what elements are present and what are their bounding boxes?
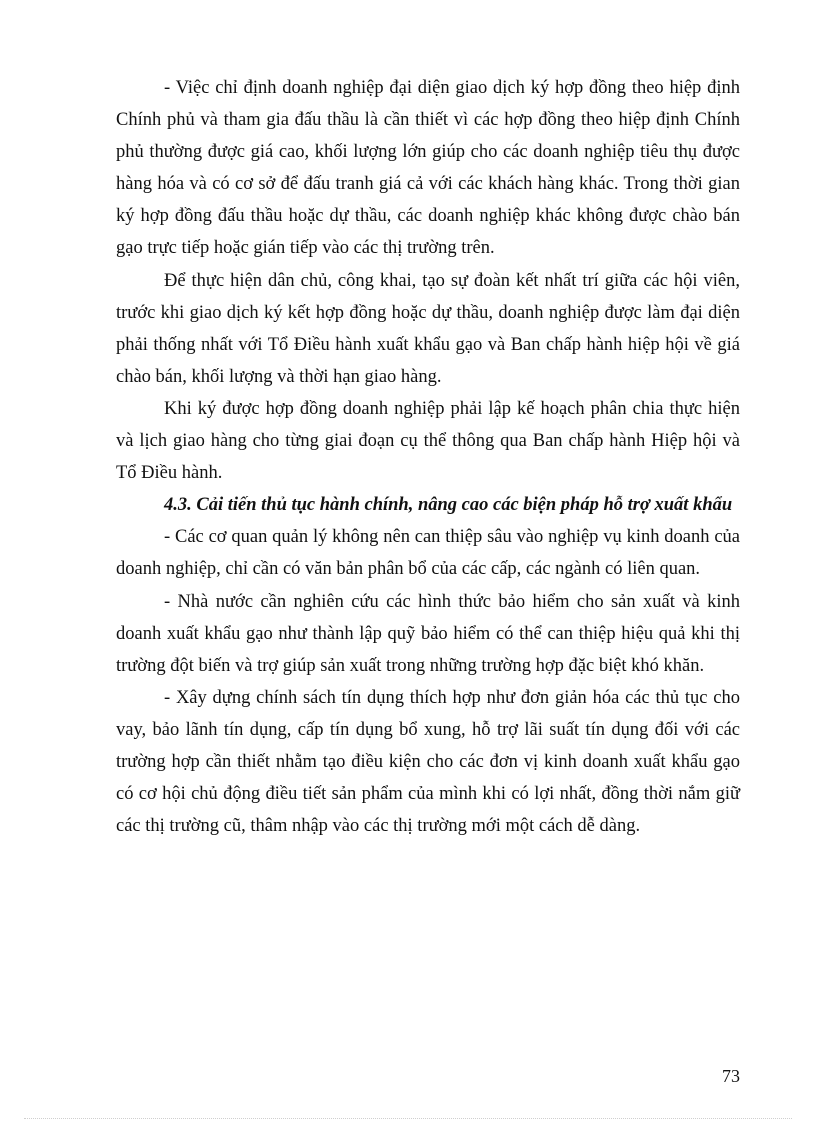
section-heading: 4.3. Cải tiến thủ tục hành chính, nâng cao các biện pháp hỗ trợ xuất khẩu (164, 495, 733, 516)
paragraph-designated-enterprise: - Việc chỉ định doanh nghiệp đại diện giao dịch ký hợp đồng theo hiệp định Chính phủ và tham gia đấu thầu là cần thiết vì các hợp đồng theo hiệp định Chính phủ thường được giá cao, khối lượng lớn giúp cho các doanh nghiệp tiêu thụ được hàng hóa và có cơ sở để đấu tranh giá cả với các khách hàng khác. Trong thời gian ký hợp đồng đấu thầu hoặc dự thầu, các doanh nghiệp khác không được chào bán gạo trực tiếp hoặc gián tiếp vào các thị trường trên. (116, 78, 740, 259)
body-text (116, 72, 740, 842)
paragraph-delivery-plan: Khi ký được hợp đồng doanh nghiệp phải lập kế hoạch phân chia thực hiện và lịch giao hàng cho từng giai đoạn cụ thể thông qua Ban chấp hành Hiệp hội và Tổ Điều hành. (116, 398, 740, 484)
bottom-divider (24, 1118, 792, 1119)
paragraph-credit-policy: - Xây dựng chính sách tín dụng thích hợp như đơn giản hóa các thủ tục cho vay, bảo lãnh tín dụng, cấp tín dụng bổ xung, hỗ trợ lãi suất tín dụng đối với các trường hợp cần thiết nhằm tạo điều kiện cho các đơn vị kinh doanh xuất khẩu gạo có cơ hội chủ động điều tiết sản phẩm của mình khi có lợi nhất, đồng thời nắm giữ các thị trường cũ, thâm nhập vào các thị trường mới một cách dễ dàng. (116, 687, 740, 837)
paragraph-democracy: Để thực hiện dân chủ, công khai, tạo sự đoàn kết nhất trí giữa các hội viên, trước khi giao dịch ký kết hợp đồng hoặc dự thầu, doanh nghiệp được làm đại diện phải thống nhất với Tổ Điều hành xuất khẩu gạo và Ban chấp hành hiệp hội về giá chào bán, khối lượng và thời hạn giao hàng. (116, 270, 740, 387)
paragraph-management-agencies: - Các cơ quan quản lý không nên can thiệp sâu vào nghiệp vụ kinh doanh của doanh nghiệp, chỉ cần có văn bản phân bổ của các cấp, các ngành có liên quan. (116, 527, 740, 580)
paragraph-insurance: - Nhà nước cần nghiên cứu các hình thức bảo hiểm cho sản xuất và kinh doanh xuất khẩu gạo như thành lập quỹ bảo hiểm có thể can thiệp hiệu quả khi thị trường đột biến và trợ giúp sản xuất trong những trường hợp đặc biệt khó khăn. (116, 591, 740, 676)
page-number: 73 (722, 1066, 740, 1086)
